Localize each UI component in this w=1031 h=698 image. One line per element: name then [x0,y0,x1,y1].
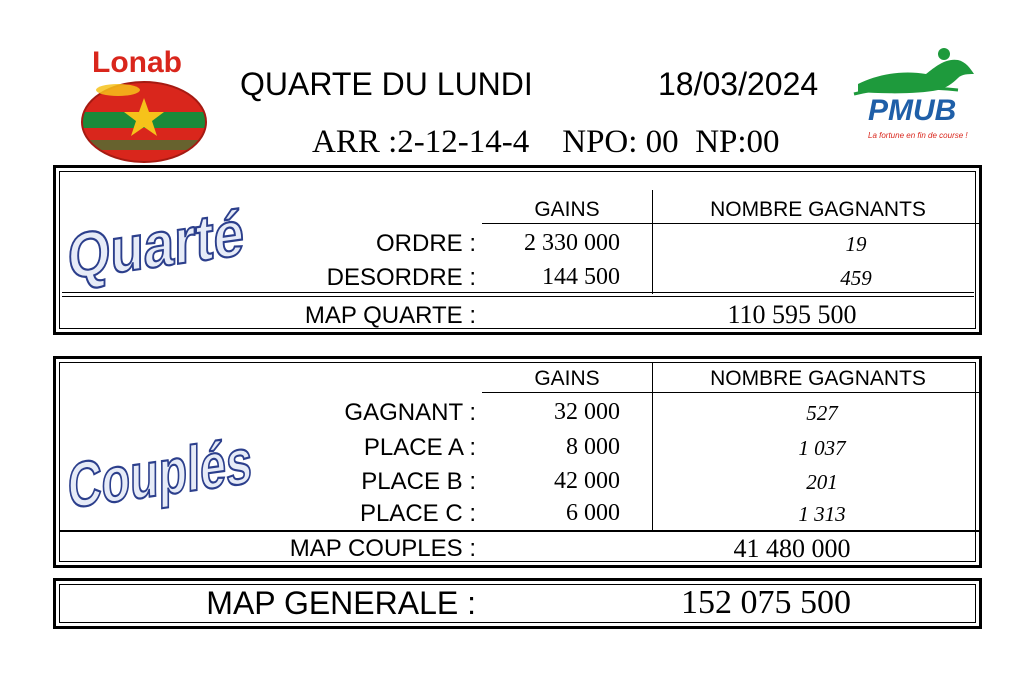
map-generale-label: MAP GENERALE : [206,585,476,621]
page-title: QUARTE DU LUNDI [240,66,533,102]
quarte-results-table [53,165,982,335]
gain-place-c: 6 000 [566,500,620,526]
row-label-place-b: PLACE B : [361,468,476,495]
gain-desordre: 144 500 [542,264,620,290]
winners-place-b: 201 [806,470,838,494]
map-quarte-value: 110 595 500 [727,300,857,329]
gain-ordre: 2 330 000 [524,230,620,256]
pmub-logo [848,44,980,148]
winners-desordre: 459 [840,266,872,290]
row-label-gagnant: GAGNANT : [344,399,476,426]
winners-column-header: NOMBRE GAGNANTS [710,198,926,221]
row-label-place-a: PLACE A : [363,434,476,461]
lonab-wordmark: Lonab [92,46,182,79]
svg-text:Quarté: Quarté [68,192,275,294]
lonab-logo [78,40,214,166]
race-date: 18/03/2024 [658,66,819,102]
winners-column-header: NOMBRE GAGNANTS [710,367,926,390]
map-couples-label: MAP COUPLES : [289,535,476,562]
row-label-place-c: PLACE C : [359,500,476,527]
arrival-line [312,124,780,161]
gain-place-b: 42 000 [554,468,620,494]
gain-gagnant: 32 000 [554,399,620,425]
npo-value: NPO: 00 [562,124,679,160]
map-generale-value: 152 075 500 [681,584,851,621]
svg-text:Couplés: Couplés [68,414,321,523]
gains-column-header: GAINS [534,198,600,221]
pmub-slogan: La fortune en fin de course ! [868,131,968,140]
gain-place-a: 8 000 [566,434,620,460]
arrival-order: ARR :2-12-14-4 [312,124,530,160]
map-quarte-label: MAP QUARTE : [304,302,476,329]
pmub-wordmark: PMUB [868,94,957,127]
couples-results-table [53,356,982,568]
winners-gagnant: 527 [806,401,838,425]
np-value: NP:00 [695,124,780,160]
winners-place-c: 1 313 [798,502,846,526]
row-label-ordre: ORDRE : [375,230,476,257]
winners-ordre: 19 [845,232,867,256]
row-label-desordre: DESORDRE : [326,264,476,291]
winners-place-a: 1 037 [798,436,846,460]
map-couples-value: 41 480 000 [733,534,851,563]
gains-column-header: GAINS [534,367,600,390]
map-generale-box [53,578,982,629]
